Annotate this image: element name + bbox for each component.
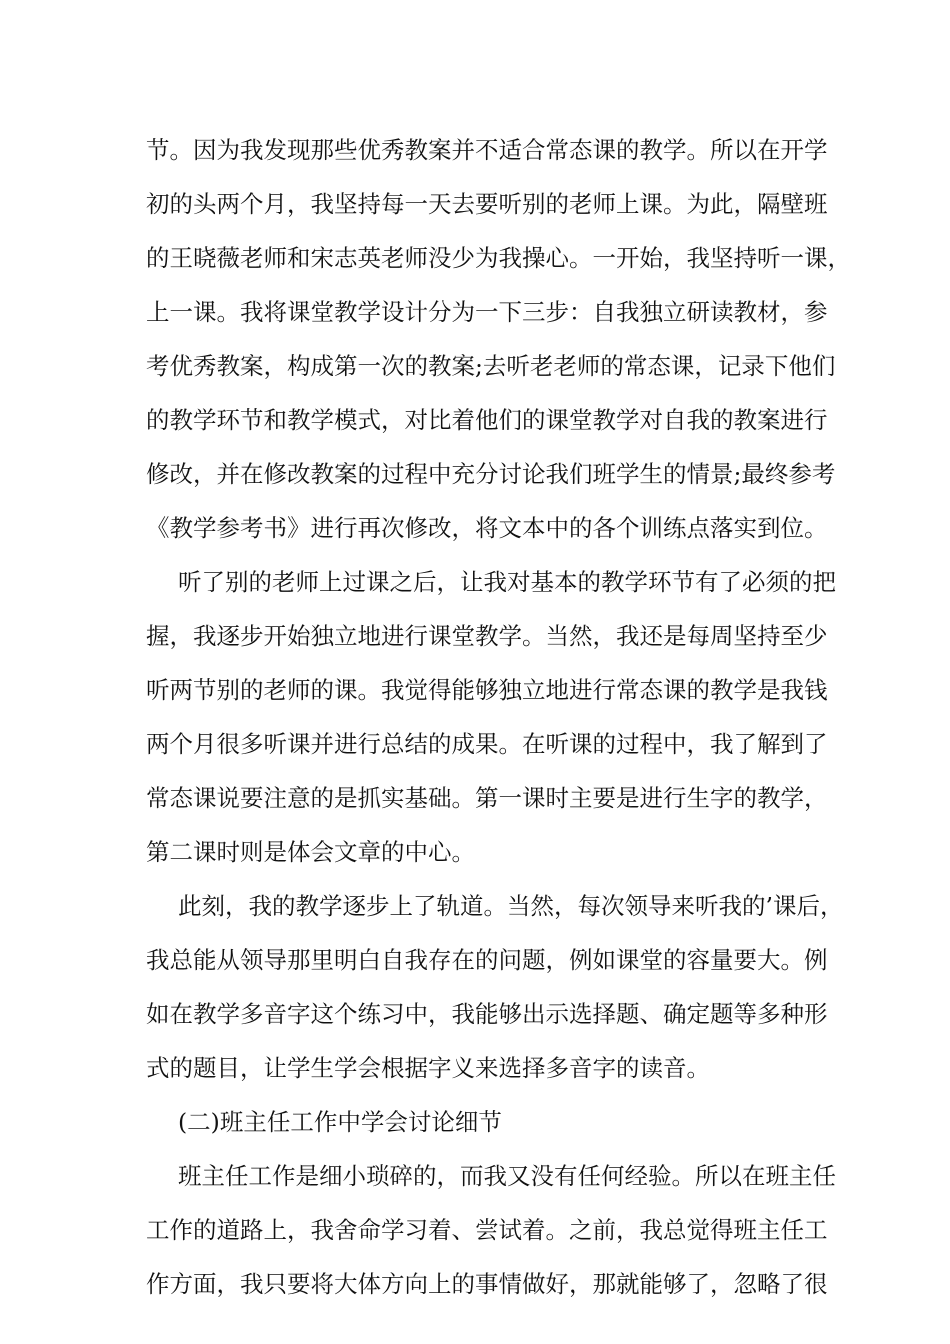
text-line: 听两节别的老师的课。我觉得能够独立地进行常态课的教学是我钱 bbox=[146, 676, 828, 704]
text-line: 班主任工作是细小琐碎的，而我又没有任何经验。所以在班主任 bbox=[178, 1162, 836, 1190]
text-line: 式的题目，让学生学会根据字义来选择多音字的读音。 bbox=[146, 1054, 710, 1082]
text-line: 修改，并在修改教案的过程中充分讨论我们班学生的情景;最终参考 bbox=[146, 460, 836, 488]
text-line: 节。因为我发现那些优秀教案并不适合常态课的教学。所以在开学 bbox=[146, 136, 828, 164]
text-line: 的教学环节和教学模式，对比着他们的课堂教学对自我的教案进行 bbox=[146, 406, 828, 434]
text-line: 此刻，我的教学逐步上了轨道。当然，每次领导来听我的’课后， bbox=[178, 892, 844, 920]
text-line: 工作的道路上，我舍命学习着、尝试着。之前，我总觉得班主任工 bbox=[146, 1216, 828, 1244]
text-line: 听了别的老师上过课之后，让我对基本的教学环节有了必须的把 bbox=[178, 568, 836, 596]
text-line: 考优秀教案，构成第一次的教案;去听老老师的常态课，记录下他们 bbox=[146, 352, 836, 380]
text-line: 我总能从领导那里明白自我存在的问题，例如课堂的容量要大。例 bbox=[146, 946, 828, 974]
text-line: 的王晓薇老师和宋志英老师没少为我操心。一开始，我坚持听一课， bbox=[146, 244, 851, 272]
text-line: 《教学参考书》进行再次修改，将文本中的各个训练点落实到位。 bbox=[146, 514, 828, 542]
section-heading: (二)班主任工作中学会讨论细节 bbox=[178, 1108, 502, 1136]
text-line: 两个月很多听课并进行总结的成果。在听课的过程中，我了解到了 bbox=[146, 730, 828, 758]
text-line: 初的头两个月，我坚持每一天去要听别的老师上课。为此，隔壁班 bbox=[146, 190, 828, 218]
text-line: 常态课说要注意的是抓实基础。第一课时主要是进行生字的教学， bbox=[146, 784, 828, 812]
text-line: 握，我逐步开始独立地进行课堂教学。当然，我还是每周坚持至少 bbox=[146, 622, 828, 650]
text-line: 上一课。我将课堂教学设计分为一下三步：自我独立研读教材，参 bbox=[146, 298, 828, 326]
text-line: 作方面，我只要将大体方向上的事情做好，那就能够了，忽略了很 bbox=[146, 1270, 828, 1298]
text-line: 如在教学多音字这个练习中，我能够出示选择题、确定题等多种形 bbox=[146, 1000, 828, 1028]
text-line: 第二课时则是体会文章的中心。 bbox=[146, 838, 475, 866]
